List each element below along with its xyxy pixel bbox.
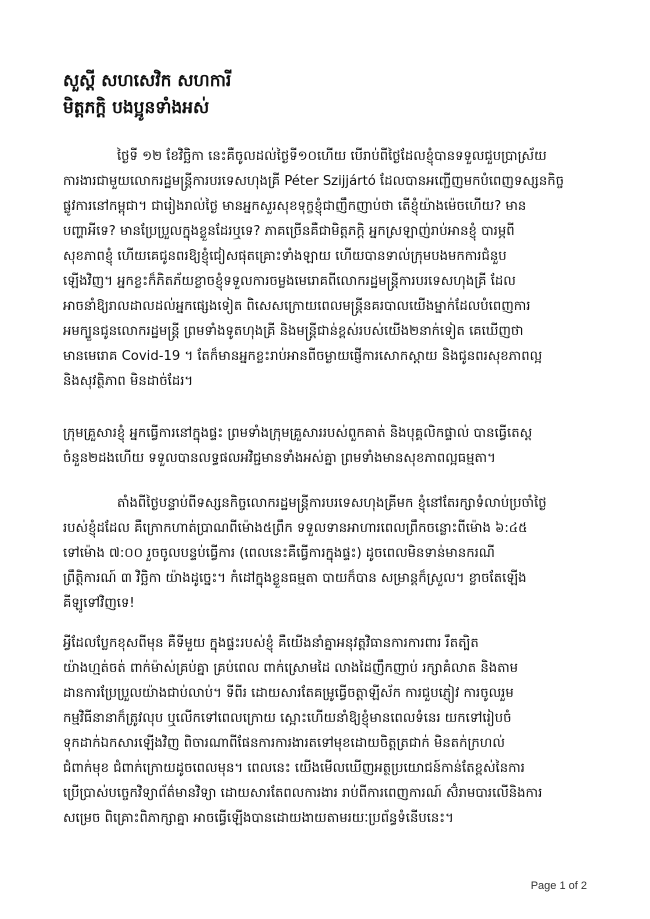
greeting-line-1: សួស្តី សហសេវិក សហការី <box>63 71 232 91</box>
paragraph-line: ព្រឹត្តិការណ៍ ៣ វិច្ឆិកា យ៉ាងដូច្នេះ។ កំដៅក្នុងខ្លួនធម្មតា បាយក៏បាន សម្រាន្តក៏ស្រួល។ ខ្លាចតែឡើង <box>63 571 527 586</box>
paragraph-line: ទៅម៉ោង ៧:០០ រួចចូលបន្ទប់ធ្វើការ (ពេលនេះគឺធ្វើការក្នុងផ្ទះ) ដូចពេលមិនទាន់មានករណី <box>63 546 495 561</box>
paragraph-2 <box>63 421 588 471</box>
paragraph-line: ទុកដាក់ឯកសារឡើងវិញ ពិចារណាពីផែនការការងារតទៅមុខដោយចិត្តត្រជាក់ មិនតក់ក្រហល់ <box>63 736 505 751</box>
paragraph-line: ថ្ងៃទី ១២ ខែវិច្ឆិកា នេះគឺចូលដល់ថ្ងៃទី១០ហើយ បើរាប់ពីថ្ងៃដែលខ្ញុំបានទទួលជួបប្រាស្រ័យ <box>117 149 547 164</box>
paragraph-line: ដានការប្រែប្រួលយ៉ាងជាប់លាប់។ ទីពីរ ដោយសារតែគម្រូធ្វើចត្តាឡីស័ក ការជួបភ្ញៀវ ការចូលរួម <box>63 686 514 701</box>
paragraph-line: ប្រើប្រាស់បច្ចេកវិទ្យាព័ត៌មានវិទ្យា ដោយសារតែពលការងារ រាប់ពីការពេញការណ៍ ស៊ំរាមបារលើនិងការ <box>63 786 543 801</box>
paragraph-line: កម្មវិធីនានាក៏ត្រូវលុប ឬលើកទៅពេលក្រោយ ស្អោះហើយនាំឱ្យខ្ញុំមានពេលទំនេរ យកទៅរៀបចំ <box>63 711 512 726</box>
paragraph-line: សម្រេច ពិគ្រោះពិភាក្សាគ្នា អាចធ្វើឡើងបានដោយងាយតាមរយៈប្រព័ន្ធទំនើបនេះ។ <box>63 811 454 826</box>
paragraph-line: ក្រុមគ្រួសារខ្ញុំ អ្នកធ្វើការនៅក្នុងផ្ទះ ព្រមទាំងក្រុមគ្រួសាររបស់ពួកគាត់ និងបុគ្គលិកផ្ទាល់ បានធ្វើតេស្ត <box>63 426 533 441</box>
paragraph-line: អាចនាំឱ្យរាលដាលដល់អ្នកផ្សេងទៀត ពិសេសក្រោយពេលមន្ត្រីនគរបាលយើងម្នាក់ដែលបំពេញការ <box>63 299 531 314</box>
paragraph-line: ជំពាក់មុខ ជំពាក់ក្រោយដូចពេលមុន។ ពេលនេះ យើងមើលឃើញអត្ថប្រយោជន៍កាន់តែខ្ពស់នៃការ <box>63 761 525 776</box>
paragraph-line: ផ្លូវការនៅកម្ពុជា។ ជារៀងរាល់ថ្ងៃ មានអ្នកសួរសុខទុក្ខខ្ញុំជាញឹកញាប់ថា តើខ្ញុំយ៉ាងម៉េចហើយ? មាន <box>63 199 527 214</box>
paragraph-line: អមក្បួនជូនលោករដ្ឋមន្ត្រី ព្រមទាំងទូតហុងគ្រី និងមន្ត្រីជាន់ខ្ពស់របស់យើង២នាក់ទៀត គេឃើញថា <box>63 324 524 339</box>
paragraph-line: និងសុវត្ថិភាព មិនដាច់ដែរ។ <box>63 374 194 389</box>
paragraph-3 <box>63 491 588 616</box>
paragraph-line: បញ្ហាអីទេ? មានប្រែប្រួលក្នុងខ្លួនដែរឬទេ? ភាគច្រើនគឺជាមិត្តភក្តិ អ្នកស្រឡាញ់រាប់អានខ្ញុំ បារម្ភពី <box>63 224 515 239</box>
paragraph-line: ឡើងវិញ។ អ្នកខ្លះក៏ភិតភ័យខ្លាចខ្ញុំទទួលការចម្លងមេរោគពីលោករដ្ឋមន្ត្រីការបរទេសហុងគ្រី ដែល <box>63 274 516 289</box>
paragraph-line: យ៉ាងហ្មត់ចត់ ពាក់ម៉ាស់គ្រប់គ្នា គ្រប់ពេល ពាក់ស្រោមដៃ លាងដៃញឹកញាប់ រក្សាគំលាត និងតាម <box>63 661 519 676</box>
paragraph-line: មានមេរោគ Covid-19 ។ តែក៏មានអ្នកខ្លះរាប់អានពីចម្ងាយផ្ញើការសោកស្តាយ និងជូនពរសុខភាពល្អ <box>63 349 543 364</box>
paragraph-1 <box>63 144 588 394</box>
paragraph-line: សុខភាពខ្ញុំ ហើយគេជូនពរឱ្យខ្ញុំជៀសផុតគ្រោះទាំងឡាយ ហើយបានទាល់ក្រុមបងមកការជំនួប <box>63 249 507 264</box>
paragraph-line: អ្វីដែលប្លែកខុសពីមុន គឺទីមួយ ក្នុងផ្ទះរបស់ខ្ញុំ គឺយើងនាំគ្នាអនុវត្តវិធានការការពារ រឹតត្បិត <box>63 636 479 651</box>
greeting-line-2: មិត្តភក្តិ បងប្អូនទាំងអស់ <box>63 98 210 118</box>
paragraph-line: ចំនួន២ដងហើយ ទទួលបានលទ្ធផលអវិជ្ជមានទាំងអស់គ្នា ព្រមទាំងមានសុខភាពល្អធម្មតា។ <box>63 451 496 466</box>
page-number: Page 1 of 2 <box>530 880 587 892</box>
paragraph-line: ការងារជាមួយលោករដ្ឋមន្ត្រីការបរទេសហុងគ្រី Péter Szijjártó ដែលបានអញ្ជើញមកបំពេញទស្សនកិច្ច <box>63 174 564 189</box>
paragraph-line: របស់ខ្ញុំដដែល គឺក្រោកហាត់ប្រាណពីម៉ោង៥ព្រឹក ទទួលទានអាហារពេលព្រឹកចន្លោះពីម៉ោង ៦:៤៥ <box>63 521 528 536</box>
paragraph-4 <box>63 631 588 831</box>
paragraph-line: តាំងពីថ្ងៃបន្ទាប់ពីទស្សនកិច្ចលោករដ្ឋមន្ត្រីការបរទេសហុងគ្រីមក ខ្ញុំនៅតែរក្សាទំលាប់ប្រចាំថ្ងៃ <box>117 496 547 511</box>
paragraph-line: គីឡូទៅវិញទេ! <box>63 596 135 611</box>
